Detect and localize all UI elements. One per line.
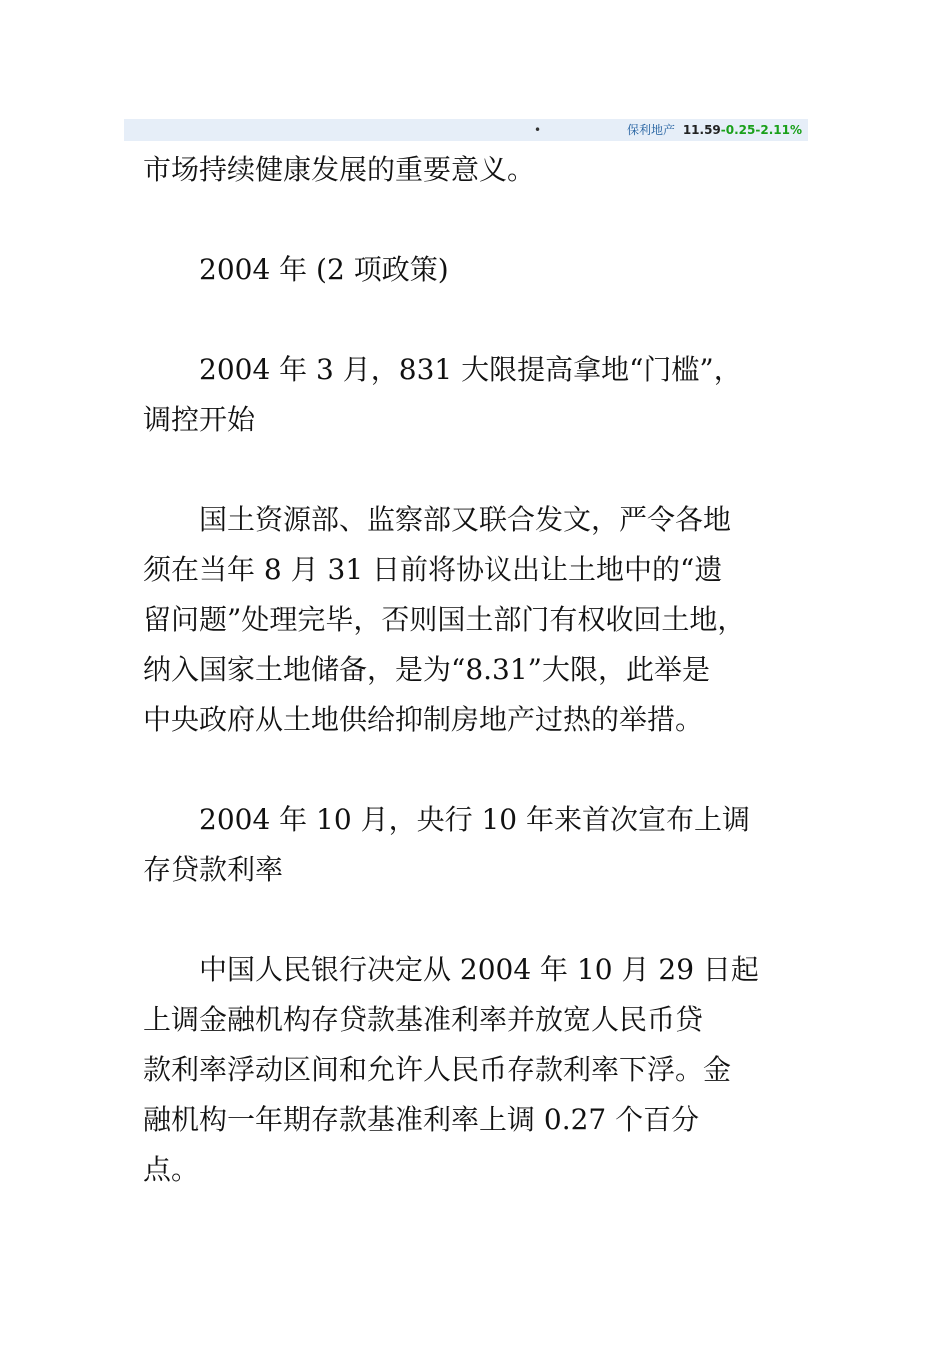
paragraph-intro-tail: 市场持续健康发展的重要意义。 <box>143 153 536 186</box>
document-body <box>143 145 807 1245</box>
ticker-bullet: • <box>534 123 542 137</box>
ticker-stock-price: 11.59 <box>682 123 721 137</box>
stock-ticker-bar <box>124 119 808 141</box>
section-heading-2004: 2004 年 (2 项政策) <box>143 253 449 286</box>
paragraph-land-deadline: 国土资源部、监察部又联合发文，严令各地 须在当年 8 月 31 日前将协议出让土地中的“遗 留问题”处理完毕，否则国土部门有权收回土地， 纳入国家土地储备，是为“8.31”大限，此举是 中央政府从土地供给抑制房地产过热的举措。 <box>143 503 746 736</box>
ticker-stock-change: -0.25-2.11% <box>720 123 802 137</box>
ticker-content <box>627 119 802 141</box>
policy-heading-october-2004: 2004 年 10 月，央行 10 年来首次宣布上调 存贷款利率 <box>143 803 751 886</box>
paragraph-interest-rate: 中国人民银行决定从 2004 年 10 月 29 日起 上调金融机构存贷款基准利率并放宽人民币贷 款利率浮动区间和允许人民币存款利率下浮。金 融机构一年期存款基准利率上调 0.27 个百分 点。 <box>143 953 759 1186</box>
ticker-stock-name[interactable]: 保利地产 <box>626 123 675 137</box>
policy-heading-march-2004: 2004 年 3 月，831 大限提高拿地“门槛”， 调控开始 <box>143 353 742 436</box>
